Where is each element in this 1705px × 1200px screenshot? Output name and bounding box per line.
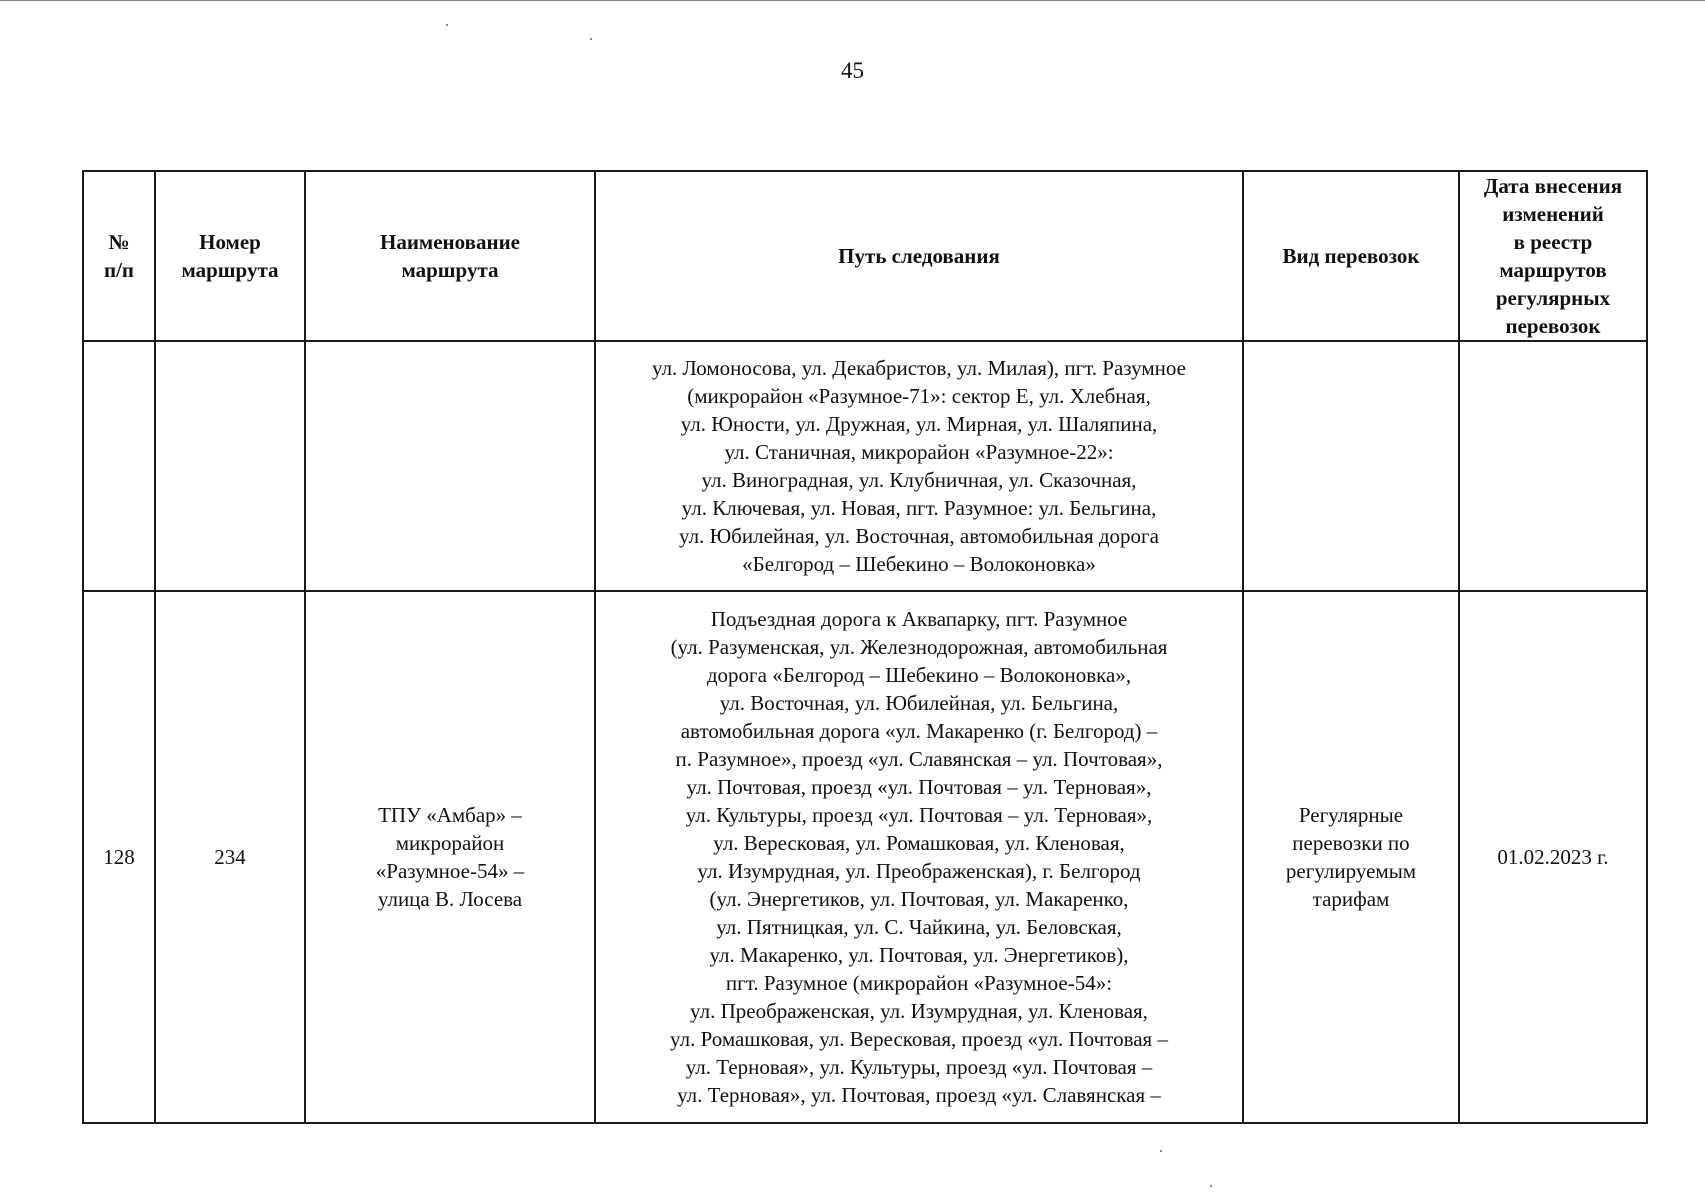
header-path: Путь следования xyxy=(595,171,1243,341)
cell-transport-type: Регулярные перевозки по регулируемым тарифам xyxy=(1243,591,1459,1123)
page-number: 45 xyxy=(841,58,864,83)
cell-num: 128 xyxy=(83,591,155,1123)
scan-speck xyxy=(590,38,592,40)
scan-speck xyxy=(1210,1185,1212,1187)
scan-speck xyxy=(446,24,448,26)
scan-top-edge xyxy=(0,0,1705,1)
cell-num-empty xyxy=(83,341,155,591)
cell-route-number: 234 xyxy=(155,591,305,1123)
cell-path: Подъездная дорога к Аквапарку, пгт. Разумное (ул. Разуменская, ул. Железнодорожная, автомобильная дорога «Белгород – Шебекино – Волоконовка», ул. Восточная, ул. Юбилейная, ул. Бельгина, автомобильная дорога «ул. Макаренко (г. Белгород) – п. Разумное», проезд «ул. Славянская – ул. Почтовая», ул. Почтовая, проезд «ул. Почтовая – ул. Терновая», ул. Культуры, проезд «ул. Почтовая – ул. Терновая», ул. Вересковая, ул. Ромашковая, ул. Кленовая, ул. Изумрудная, ул. Преображенская), г. Белгород (ул. Энергетиков, ул. Почтовая, ул. Макаренко, ул. Пятницкая, ул. С. Чайкина, ул. Беловская, ул. Макаренко, ул. Почтовая, ул. Энергетиков), пгт. Разумное (микрорайон «Разумное-54»: ул. Преображенская, ул. Изумрудная, ул. Кленовая, ул. Ромашковая, ул. Вересковая, проезд «ул. Почтовая – ул. Терновая», ул. Культуры, проезд «ул. Почтовая – ул. Терновая», ул. Почтовая, проезд «ул. Славянская – xyxy=(595,591,1243,1123)
cell-route-number-empty xyxy=(155,341,305,591)
header-num: № п/п xyxy=(83,171,155,341)
table-header-row xyxy=(83,171,1647,341)
header-registry-date: Дата внесения изменений в реестр маршрутов регулярных перевозок xyxy=(1459,171,1647,341)
table-row-continuation xyxy=(83,341,1647,591)
header-transport-type: Вид перевозок xyxy=(1243,171,1459,341)
scan-speck xyxy=(1160,1150,1162,1152)
cell-registry-date: 01.02.2023 г. xyxy=(1459,591,1647,1123)
cell-transport-type-empty xyxy=(1243,341,1459,591)
header-route-number: Номер маршрута xyxy=(155,171,305,341)
routes-table xyxy=(82,170,1648,1124)
cell-route-name: ТПУ «Амбар» – микрорайон «Разумное-54» – улица В. Лосева xyxy=(305,591,595,1123)
cell-registry-date-empty xyxy=(1459,341,1647,591)
header-route-name: Наименование маршрута xyxy=(305,171,595,341)
cell-route-name-empty xyxy=(305,341,595,591)
table-row-128 xyxy=(83,591,1647,1123)
cell-path: ул. Ломоносова, ул. Декабристов, ул. Милая), пгт. Разумное (микрорайон «Разумное-71»: сектор Е, ул. Хлебная, ул. Юности, ул. Дружная, ул. Мирная, ул. Шаляпина, ул. Станичная, микрорайон «Разумное-22»: ул. Виноградная, ул. Клубничная, ул. Сказочная, ул. Ключевая, ул. Новая, пгт. Разумное: ул. Бельгина, ул. Юбилейная, ул. Восточная, автомобильная дорога «Белгород – Шебекино – Волоконовка» xyxy=(595,341,1243,591)
